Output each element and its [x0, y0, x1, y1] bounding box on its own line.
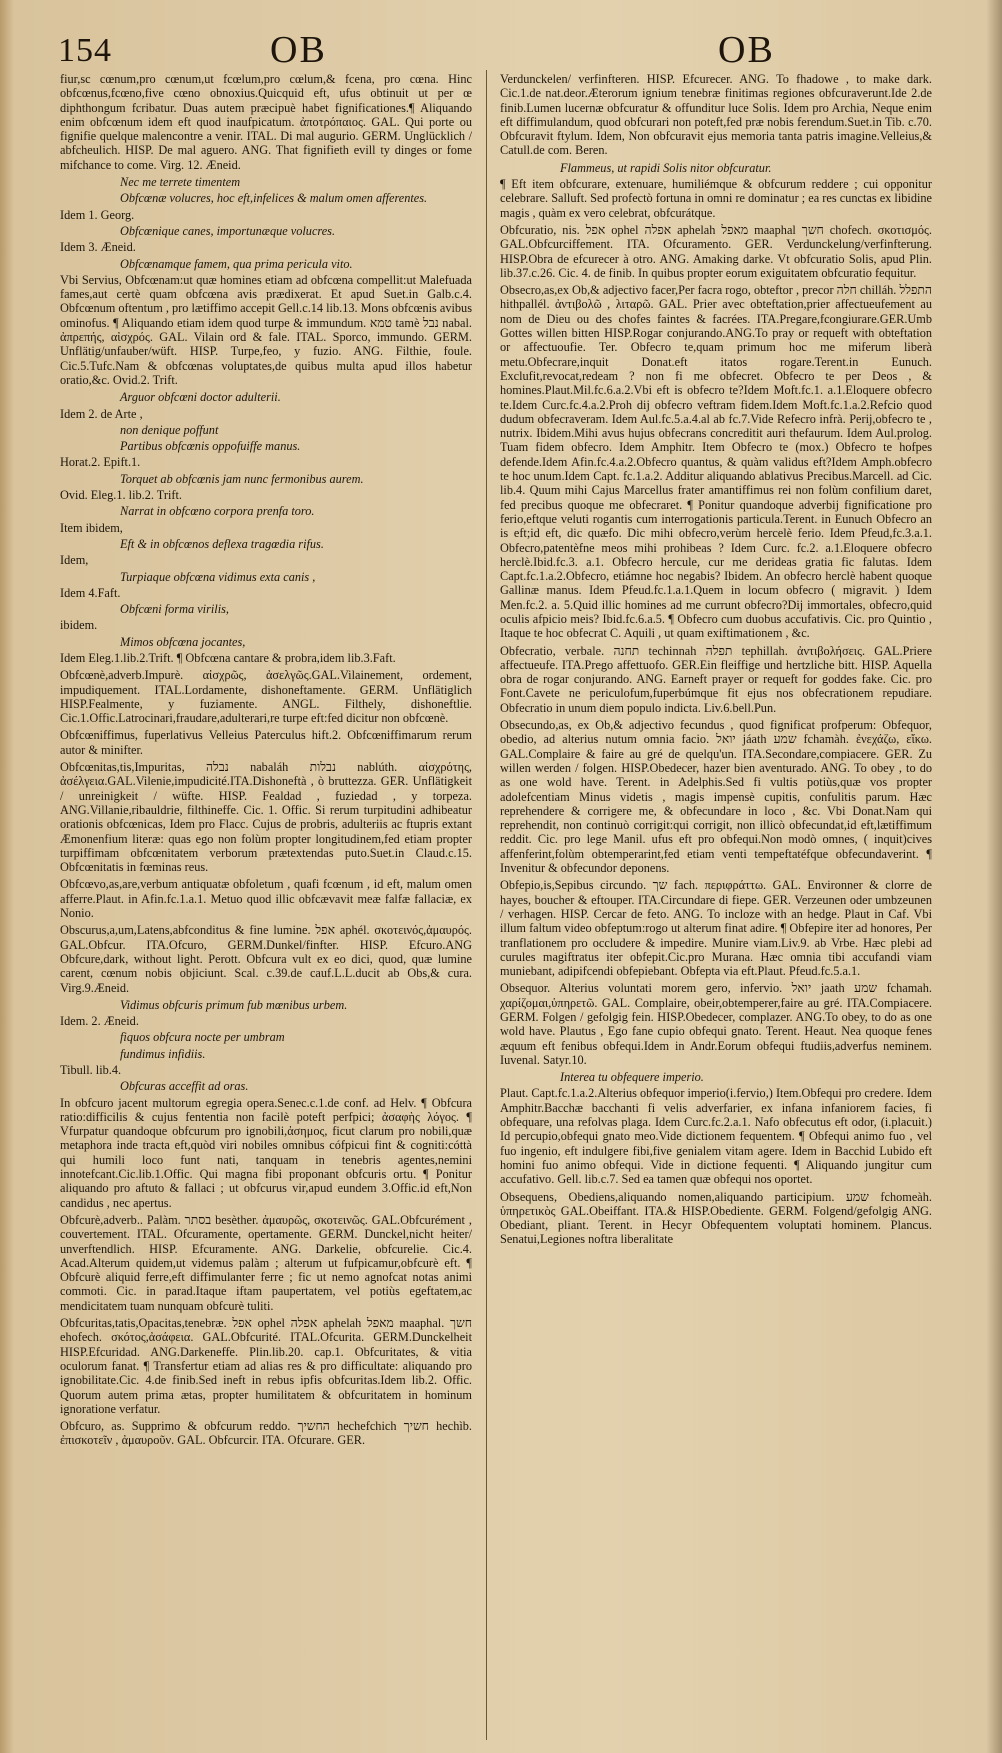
left-entry-paragraph: Vbi Servius, Obfcœnam:ut quæ homines etiam ad obfcœna compellit:ut Malefuada fames,aut certè quam obfcœna avis prædixerat. Et apud Suet.in Galb.c.4. Obfcœnum oftentum , pro lætiffimo accepit Gell.c.14 lib.13. Mons obfcœnis avibus ominofus. ¶ Aliquando etiam idem quod turpe & immundum. טמא tamè נבל nabal. ἀπρεπής, αἰσχρός. GAL. Vilain ord & fale. ITAL. Sporco, immundo. GERM. Unflätig/unfauber/wüft. HISP. Turpe,feo, y fuzio. ANG. Filthie, foule. Cic.5.Tufc.Nam & obfcœnas voluptates,de quibus multa apud illos habetur oratio,&c. Ovid.2. Trift. [60, 272, 472, 387]
page-number: 154 [58, 32, 112, 69]
right-entry-paragraph: Verdunckelen/ verfinfteren. HISP. Efcurecer. ANG. To fhadowe , to make dark. Cic.1.de nat.deor.Æterorum ignium tenebræ finitimas regiones obfcuraverunt.Ide 2.de finib.Lumen lucernæ obfcuratur & offunditur luce Solis. Idem pro Archia, Neque enim eft diffimulandum, quod obfcurari non poteft,fed præ nobis ferendum.Suet.in Tib. c.70. Obfcuravit ftylum. Idem, Non obfcuravit ejus memoria tanta patris imagine.Velleius,& Catull.de com. Beren. [500, 72, 932, 158]
page-header [0, 0, 1002, 70]
left-entry-paragraph: Arguor obfcœni doctor adulterii. [120, 390, 281, 405]
left-entry-paragraph: fundimus infidiis. [120, 1046, 206, 1061]
left-entry-paragraph: Obfcœnique canes, importunæque volucres. [120, 223, 336, 238]
left-entry-paragraph: Item ibidem, [60, 520, 123, 535]
right-entry-paragraph: Obsequens, Obediens,aliquando nomen,aliquando participium. שמע fchomeàh. ὑπηρετικὸς GAL.Obeiffant. ITA.& HISP.Obediente. GERM. Folgend/gefolgig ANG. Obediant, pliant. Terent. in Hecyr Obfequentem voluptati hominem. Plancus. Senatui,Legiones noftra liberalitate [500, 1189, 932, 1247]
left-entry-paragraph: Nec me terrete timentem [120, 175, 241, 190]
left-text-column [60, 72, 472, 1741]
left-entry-paragraph: Obfcœniffimus, fuperlativus Velleius Paterculus hift.2. Obfcœniffimarum rerum autor & minifter. [60, 728, 472, 757]
running-headword-right: OB [718, 29, 775, 71]
left-entry-paragraph: fiquos obfcura nocte per umbram [120, 1030, 285, 1045]
left-entry-paragraph: Idem 3. Æneid. [60, 240, 136, 255]
right-entry-paragraph: Obfepio,is,Sepibus circundo. שך fach. περιφράττω. GAL. Environner & clorre de hayes, boucher & eftouper. ITA.Circundare di fiepe. GER. Verzeunen oder umbzeunen / verhagen. HISP. Cercar de feto. ANG. To incloze with an hedge. Plaut in Caf. Vbi illum faltum video obfeptum:rogo ut alterum finat adire. ¶ Obfepire iter ad honores, Per tranflationem pro occludere & impedire. Munire viam.Liv.9. ab Vrbe. Hæc plebi ad curules magiftratus iter obfepit.Cic.pro Murana. Hæc omnia tibi accufandi viam muniebant, adipifcendi obfepiebant. Obfepta via eft.Plaut. Pfeud.fc.5.a.1. [500, 878, 932, 979]
left-entry-paragraph: Vidimus obfcuris primum fub mœnibus urbem. [120, 997, 348, 1012]
left-entry-paragraph: Obfcurè,adverb.. Palàm. בסתר besèther. ἀμαυρῶς, σκοτεινῶς. GAL.Obfcurément , couvertement. ITAL. Ofcuramente, opertamente. GERM. Dunckel,nicht heiter/ unverftendlich. HISP. Efcuramente. ANG. Darkelie, obfcurelie. Cic.4. Acad.Alterum quidem,ut videmus palàm ; alterum ut fufpicamur,obfcurè eft. ¶ Obfcurè aliquid ferre,eft diffimulanter ferre ; fic ut nemo agnofcat notas animi commoti. Cic. in parad.Itaque iftam paupertatem, vel potiùs egeftatem,ac mendicitatem tuam nunquam obfcurè tuliti. [60, 1212, 472, 1313]
left-entry-paragraph: fiur,sc cœnum,pro cœnum,ut fcœlum,pro cœlum,& fcena, pro cœna. Hinc obfcœnus,fcœno,five cœno obnoxius.Quicquid eft, ufus obtinuit ut per œ diphthongum fcribatur. Duas autem præcipuè habet fignificationes.¶ Aliquando enim obfcœnum idem eft quod inaufpicatum. ἀποτρόπαιος. GAL. Qui porte ou fignifie quelque malencontre a venir. ITAL. Di mal augurio. GERM. Unglücklich / abfcheulich. HISP. De mal aguero. ANG. That fignifieth evill ty dinges or fome mifchance to come. Virg. 12. Æneid. [60, 72, 472, 172]
left-entry-paragraph: Partibus obfcœnis oppofuiffe manus. [120, 439, 301, 454]
right-entry-paragraph: Obfecratio, verbale. תחנה techinnah תפלה tephillah. ἀντιβολήσεις. GAL.Priere affectueufe. ITA.Prego affettuofo. GER.Ein fleiffige und hertzliche bitt. HISP. Aquella obra de rogar conjurando. ANG. Earneft prayer or requeft for goddes fake. Cic. pro Font.Cavete ne periculofum,fuperbúmque fit ejus nos obfecrationem repudiare. Obfecratio in unum diem populo indicta. Liv.6.bell.Pun. [500, 643, 932, 715]
left-entry-paragraph: Idem 2. de Arte , [60, 406, 143, 421]
left-entry-paragraph: Turpiaque obfcœna vidimus exta canis , [120, 569, 316, 584]
left-entry-paragraph: Idem 1. Georg. [60, 207, 135, 222]
left-entry-paragraph: ibidem. [60, 618, 98, 633]
left-entry-paragraph: Obfcuro, as. Supprimo & obfcurum reddo. החשיך hechefchich חשיך hechìb. ἐπισκοτεῖν , ἀμαυροῦν. GAL. Obfcurcir. ITA. Ofcurare. GER. [60, 1419, 472, 1448]
left-entry-paragraph: Obfcuritas,tatis,Opacitas,tenebræ. אפל ophel אפלה aphelah מאפל maaphal. חשך ehofech. σκότος,ἀσάφεια. GAL.Obfcurité. ITAL.Ofcurita. GERM.Dunckelheit HISP.Efcuridad. ANG.Darkeneffe. Plin.lib.20. cap.1. Obfcuritates, & vitia oculorum fanat. ¶ Transfertur etiam ad alias res & pro difficultate: aliquando pro ignobilitate.Cic. 4.de finib.Sed ineft in rebus ipfis obfcuritas.Idem lib.2. Offic. Quorum autem prima ætas, propter humilitatem & obfcuritatem in hominum ignoratione verfatur. [60, 1316, 472, 1416]
left-entry-paragraph: Obfcœnè,adverb.Impurè. αἰσχρῶς, ἀσελγῶς.GAL.Vilainement, ordement, impudiquement. ITAL.Lordamente, dishoneftamente. GERM. Unflätiglich HISP.Fealmente, y fuziamente. ANGL. Filthely, dishoneftlie. Cic.1.Offic.Latrocinari,fraudare,adulterari,re turpe eft:fed dicitur non obfcœnè. [60, 668, 472, 726]
left-entry-paragraph: Ovid. Eleg.1. lib.2. Trift. [60, 488, 182, 503]
left-entry-paragraph: Narrat in obfcœno corpora prenfa toro. [120, 504, 315, 519]
left-entry-paragraph: Torquet ab obfcœnis jam nunc fermonibus aurem. [120, 471, 364, 486]
left-entry-paragraph: Idem. 2. Æneid. [60, 1014, 139, 1029]
left-entry-paragraph: Idem 4.Faft. [60, 585, 121, 600]
left-entry-paragraph: Horat.2. Epift.1. [60, 455, 141, 470]
left-entry-paragraph: Mimos obfcœna jocantes, [120, 634, 246, 649]
right-entry-paragraph: Interea tu obfequere imperio. [560, 1070, 704, 1085]
right-entry-paragraph: Obsecundo,as, ex Ob,& adjectivo fecundus , quod fignificat profperum: Obfequor, obedio, ad alterius nutum omnia facio. יואל jáath שמע fchamàh. ἐνεχάζω, εἴκω. GAL.Complaire & faire au gré de quelqu'un. ITA.Secondare,compiacere. GER. Zu willen werden / folgen. HISP.Obedecer, hazer bien aventurado. ANG. To obey , to do as one wold have. Terent. in Adelphis.Sed fi vultis potiùs,quæ vos propter adolefcentiam Minus videtis , magis impensè cupitis, confulitis parum. Hæc reprehendere & corrigere me, & obfecundare in loco , &c. Vbi Donat.Nam qui reprehendit, non continuò corrigit:qui corrigit, non illicò obfecundat,id eft,lætiffimum reddit. Cic. pro lege Manil. ufus eft pro obfequi.Non modò omnes, ( inquit)cives affenferint,folùm obtemperarint,fed etiam venti tempeftatéfque obfecundaverint. ¶ Invenitur & obfecundor deponens. [500, 718, 932, 876]
right-entry-paragraph: Obsequor. Alterius voluntati morem gero, infervio. יואל jaath שמע fchamah. χαρίζομαι,ὑπηρετῶ. GAL. Complaire, obeir,obtemperer,faire au gré. ITA.Compiacere. GERM. Folgen / gefolgig fein. HISP.Obedecer, complazer. ANG.To obey, to do as one wold have. Plautus , Ego fane cupio obfequi gnato. Terent. Heaut. Nea quoque fenes æquum eft fenibus obfequi.Idem in Andr.Eorum obfequi ftudiis,adverfus neminem. Iuvenal. Satyr.10. [500, 981, 932, 1067]
left-entry-paragraph: Obfcœnæ volucres, hoc eft,infelices & malum omen afferentes. [120, 191, 428, 206]
right-entry-paragraph: Flammeus, ut rapidi Solis nitor obfcuratur. [560, 160, 772, 175]
running-headword-left: OB [270, 29, 327, 71]
right-entry-paragraph: ¶ Eft item obfcurare, extenuare, humiliémque & obfcurum reddere ; cui opponitur celebrare. Salluft. Sed profectò fortuna in omni re dominatur ; ea res cunctas ex libidine magis , quàm ex vero celebrat, obfcurátque. [500, 177, 932, 220]
right-entry-paragraph: Obfcuratio, nis. אפל ophel אפלה aphelah מאפל maaphal חשך chofech. σκοτισμός. GAL.Obfcurciffement. ITA. Ofcuramento. GER. Verdunckelung/verfinfterung. HISP.Obra de efcurecer à otro. ANG. Amaking darke. Vt obfcuratio Solis, apud Plin. lib.37.c.26. Cic. 4. de finib. In quibus propter eorum exiguitatem obfcuratio fequitur. [500, 222, 932, 280]
left-entry-paragraph: In obfcuro jacent multorum egregia opera.Senec.c.1.de conf. ad Helv. ¶ Obfcura ratio:difficilis & cujus fententia non facilè poteft perfpici; ἀσαφὴς λόγος. ¶ Vfurpatur quandoque obfcurum pro ignobili,ἀσημος, ficut clarum pro nobili,quæ metaphora inde tracta eft,quòd viri nobiles omnibus cófpicui fint & cogniti:cóttà qui humili loco funt nati, tanquam in tenebris agentes,nemini innotefcant.Cic.lib.1.Offic. Qui magna fibi proponant obfcuris ortu. ¶ Ponitur aliquando pro aftuto & fallaci ; ut obfcurus vir,apud eundem 3.Offic.id eft,Non candidus , nec apertus. [60, 1095, 472, 1210]
left-entry-paragraph: Obfcœvo,as,are,verbum antiquatæ obfoletum , quafi fcœnum , id eft, malum omen afferre.Plaut. in Afin.fc.1.a.1. Metuo quod illic obfcævavit meæ falfæ fallaciæ, ex Nonio. [60, 877, 472, 921]
left-entry-paragraph: non denique poffunt [120, 422, 219, 437]
page-edge-shadow [986, 0, 1002, 1753]
left-entry-paragraph: Tibull. lib.4. [60, 1063, 122, 1077]
right-entry-paragraph: Plaut. Capt.fc.1.a.2.Alterius obfequor imperio(i.fervio,) Item.Obfequi pro credere. Idem Amphitr.Bacchæ bacchanti fi velis adverfarier, ex infana infaniorem facies, fi obfequare, una refolvas plaga. Idem Curc.fc.2.a.1. Nafo obfecutus eft odor, (i.placuit.) Id percupio,obfequi gnato meo.Vide dictionem fequentem. ¶ Obfequi animo fuo , vel fuo ingenio, eft indulgere fibi,five genialem vitam agere. Idem in Bacchid Lubido eft homini fuo animo obfequi. Vide in dictione fequenti. ¶ Aliquando jungitur cum accufativo. Gell. lib.c.7. Sed ea tamen quæ obfequi nos oportet. [500, 1086, 932, 1187]
right-entry-paragraph: Obsecro,as,ex Ob,& adjectivo facer,Per facra rogo, obteftor , precor חלה chilláh. התפלל hithpallél. ἀντιβολῶ , λιταρῶ. GAL. Prier avec obteftation,prier affectueufement au nom de Dieu ou des chofes faintes & facrées. ITA.Pregare,fcongiurare.GER.Umb Gottes willen bitten HISP.Rogar conjurando.ANG.To pray or requeft with obteftation or affectuoufie. Ter. Obfecro te,quam primum hoc me miferum liberà metu.Obfecrare,inquit Donat.eft itatos rogare.Terent.in Eunuch. Exclufit,revocat,redeam ? non fi me obfecret. Obfecro te per Deos , & homines.Plaut.Mil.fc.6.a.2.Vbi eft is obfecro te?Idem Moft.fc.1. a.1.Eloquere obfecro te.Idem Curc.fc.4.a.2.Proh dij obfecro veftram fidem.Idem Moft.fc.1.a.2.Refcio quod dudum obfecraveram. Idem Aul.fc.5.a.4.al ab fc.7.Vide Refecro infrà. Perij,obfecro te , nutrix. Ibidem.Mihi avus hujus obfecrans concreditit auri thefaurum. Idem Aul.prolog. Tuam fidem obfecro. Idem Amphitr. Item Obfecro te (mox.) Obfecro te hofpes defende.Idem Afin.fc.4.a.2.Obfecro quantus, & quàm validus eft?Idem Amph.obfecro te hoc unum.Idem Capt. fc.1.a.2. Additur aliquando ablativus Precibus.Marcell. ad Cic. lib.4. Quum mihi Cajus Marcellus frater amantiffimus rei non folùm confilium daret, fed precibus quoque me obfecraret. ¶ Ponitur quandoque adverbij fignificatione pro ferio,eftque veluti rogantis cum interrogationis particula.Terent. in Eunuch Obfecro an is eft;id eft, dic quæfo. Dic mihi obfecro,verùm hercelè ferio. Idem Pfeud,fc.3.a.1. Obfecro,patentèfne meos mihi prohibeas ? Idem Curc. fc.2. a.1.Eloquere obfecro herclè.Ibid.fc.3. a.1. Obfecro hercule, cur me derideas gratia fic falutas. Idem Capt.fc.1.a.2.Obfecro, etiámne hoc negabis? Ibidem. An obfecro herclè habent quoque Gallinæ manus. Idem Pfeud.fc.1.a.1.Quem in locum obfecro ( migravit. ) Idem Men.fc.2. a. 5.Quid illic homines ad me currunt obfecro?Dij immortales, obfecro,quid oculis afpicio meis? Ibid.fc.6.a.5. ¶ Obfecro cum duobus accufativis. Cic. pro Quintio , Itaque te hoc obfecrat C. Aquili , ut quam exiftimationem , &c. [500, 283, 932, 641]
left-entry-paragraph: Idem, [60, 553, 89, 568]
left-entry-paragraph: Obfcœnamque famem, qua prima pericula vito. [120, 256, 353, 271]
left-entry-paragraph: Eft & in obfcœnos deflexa tragœdia rifus. [120, 536, 324, 551]
left-entry-paragraph: Obscurus,a,um,Latens,abfconditus & fine lumine. אפל aphél. σκοτεινός,ἀμαυρός. GAL.Obfcur. ITA.Ofcuro, GERM.Dunkel/finfter. HISP. Efcuro.ANG Obfcure,dark, without light. Perott. Obfcura vult ex eo dici, quod, quæ lumine carent, cœnum nobis objiciunt. Scal. c.39.de cauf.L.L.ducit ab Obs,& cura. Virg.9.Æneid. [60, 923, 472, 995]
column-divider [486, 70, 487, 1740]
left-entry-paragraph: Idem Eleg.1.lib.2.Trift. ¶ Obfcœna cantare & probra,idem lib.3.Faft. [60, 650, 396, 665]
left-entry-paragraph: Obfcuras acceffit ad oras. [120, 1079, 249, 1094]
right-text-column [500, 72, 932, 1741]
left-entry-paragraph: Obfcœnitas,tis,Impuritas, נבלה nabaláh נבלות nablúth. αἰσχρότης, ἀσέλγεια.GAL.Vilenie,impudicité.ITA.Dishoneftà , ò bruttezza. GER. Unflätigkeit / unreinigkeit / wüfte. HISP. Fealdad , fuziedad , y torpeza. ANG.Villanie,ribauldrie, filthineffe. Cic. 1. Offic. Si rerum turpitudini adhibeatur orationis obfcœnicas, Idem pro Flacc. Cujus de probris, adulteriis ac ftupris extant Æmonenfium literæ: quas ego non folùm propter longitudinem,fed etiam propter turpiffimam obfcœnitatem verborum prætextendas puto.Suet.in Claud.c.15. Obfcœnitatis in fœminas reus. [60, 760, 472, 875]
left-entry-paragraph: Obfcœni forma virilis, [120, 602, 229, 617]
